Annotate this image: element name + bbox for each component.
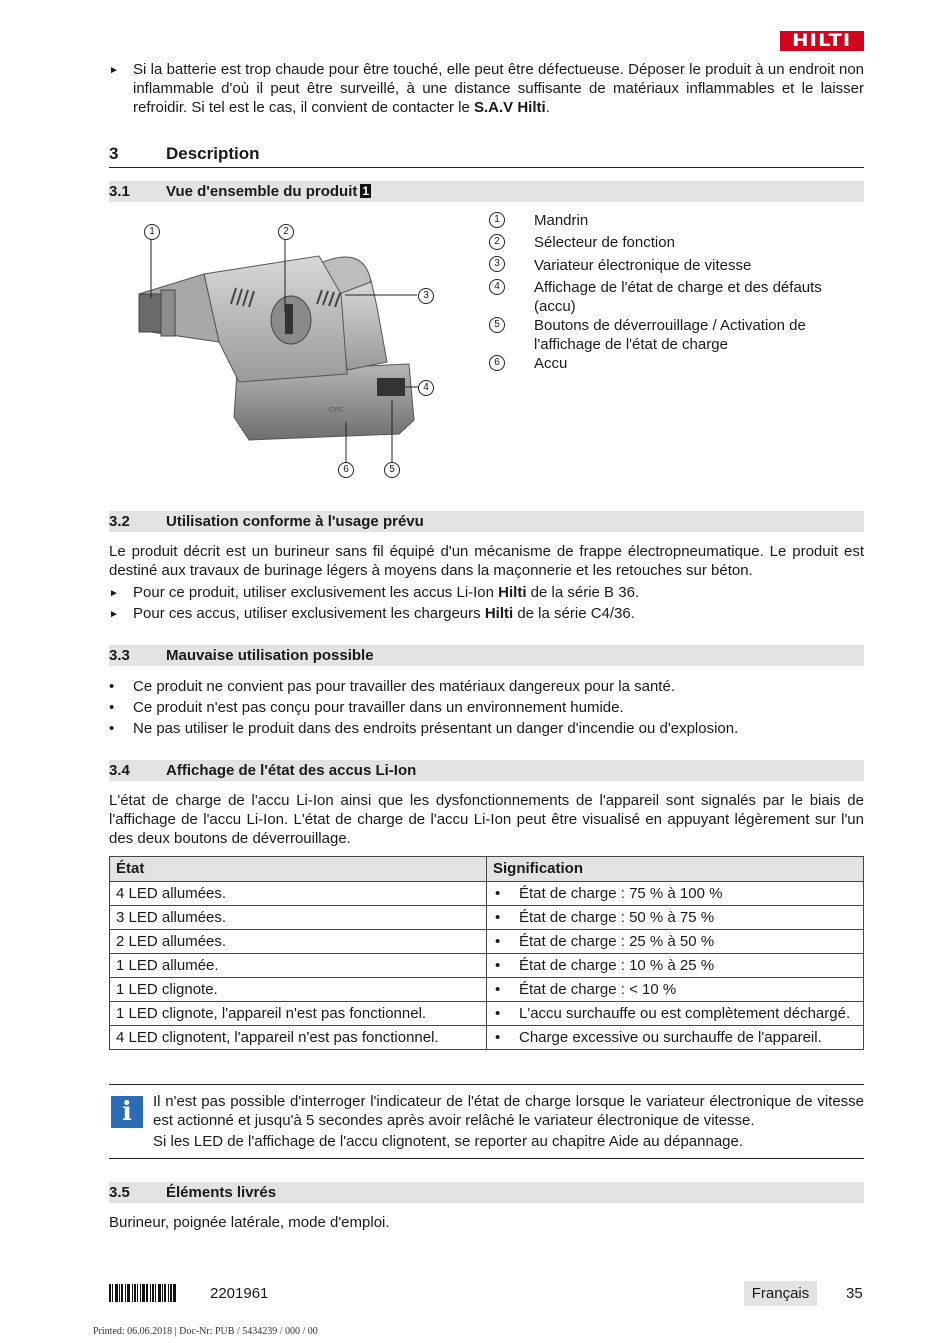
note-text: Si les LED de l'affichage de l'accu clignotent, se reporter au chapitre Aide au dépannage. <box>153 1133 744 1150</box>
triangle-bullet-icon: ► <box>109 65 119 76</box>
language-label: Français <box>744 1281 817 1306</box>
battery-display <box>377 378 405 396</box>
figure-ref: 1 <box>362 184 370 198</box>
note-text: Il n'est pas possible d'interroger l'indicateur de l'état de charge lorsque le variateur électronique de vitesse est actionné et jusqu'à 5 secondes après avoir relâché le variateur électronique de vitesse. <box>153 1093 864 1129</box>
column-header: État <box>110 857 487 882</box>
table-header-row <box>110 857 864 882</box>
table-row: 2 LED allumées. • État de charge : 25 % à 50 % <box>110 930 864 954</box>
table-row: 4 LED allumées. • État de charge : 75 % à 100 % <box>110 882 864 906</box>
section-heading: 3 Description <box>109 144 864 168</box>
subsection-heading-3-3: 3.3 Mauvaise utilisation possible <box>109 645 864 666</box>
callout-3: 3 <box>418 288 434 304</box>
table-row: 3 LED allumées. • État de charge : 50 % à 75 % <box>110 906 864 930</box>
led-status-table <box>109 856 864 1050</box>
callout-6: 6 <box>338 462 354 478</box>
page-number: 35 <box>846 1285 863 1302</box>
subsection-heading-3-1: 3.1 Vue d'ensemble du produit 1 <box>109 181 864 202</box>
svg-text:CPC: CPC <box>329 407 344 414</box>
table-row: 1 LED clignote, l'appareil n'est pas fonctionnel. • L'accu surchauffe ou est complètement déchargé. <box>110 1002 864 1026</box>
product-figure <box>109 212 469 487</box>
callout-4: 4 <box>418 380 434 396</box>
logo-text: HILTI <box>792 31 852 51</box>
subsection-heading-3-4: 3.4 Affichage de l'état des accus Li-Ion <box>109 760 864 781</box>
table-row: 4 LED clignotent, l'appareil n'est pas fonctionnel. • Charge excessive ou surchauffe de l'appareil. <box>110 1026 864 1050</box>
info-icon: i <box>111 1096 143 1128</box>
warning-text: Si la batterie est trop chaude pour être touché, elle peut être défectueuse. Déposer le produit à un endroit non inflammable d'où il peut être surveillé, à une distance suffisante de matériaux inflammables et le laisser refroidir. Si tel est le cas, il convient de contacter le S.A.V Hilti. <box>133 61 864 116</box>
usage-paragraph: Le produit décrit est un burineur sans fil équipé d'un mécanisme de frappe électropneumatique. Le produit est destiné aux travaux de burinage légers à moyens dans la maçonnerie et les retouches sur béton. <box>109 543 864 579</box>
callout-2: 2 <box>278 224 294 240</box>
table-row: 1 LED allumée. • État de charge : 10 % à 25 % <box>110 954 864 978</box>
delivery-paragraph: Burineur, poignée latérale, mode d'emploi. <box>109 1214 390 1231</box>
table-row: 1 LED clignote. • État de charge : < 10 % <box>110 978 864 1002</box>
hilti-logo <box>780 31 864 51</box>
subsection-heading-3-5: 3.5 Éléments livrés <box>109 1182 864 1203</box>
column-header: Signification <box>487 857 864 882</box>
info-note <box>109 1084 864 1159</box>
callout-5: 5 <box>384 462 400 478</box>
triangle-bullet-icon: ► <box>109 609 119 620</box>
display-paragraph: L'état de charge de l'accu Li-Ion ainsi que les dysfonctionnements de l'appareil sont signalés par le biais de l'affichage de l'accu Li-Ion. L'état de charge de l'accu Li-Ion peut être visualisé en appuyant légèrement sur l'un des deux boutons de déverrouillage. <box>109 792 864 847</box>
print-info: Printed: 06.06.2018 | Doc-Nr: PUB / 5434239 / 000 / 00 <box>93 1326 318 1337</box>
callout-1: 1 <box>144 224 160 240</box>
barcode <box>109 1284 191 1302</box>
document-code: 2201961 <box>210 1285 269 1302</box>
subsection-heading-3-2: 3.2 Utilisation conforme à l'usage prévu <box>109 511 864 532</box>
triangle-bullet-icon: ► <box>109 588 119 599</box>
